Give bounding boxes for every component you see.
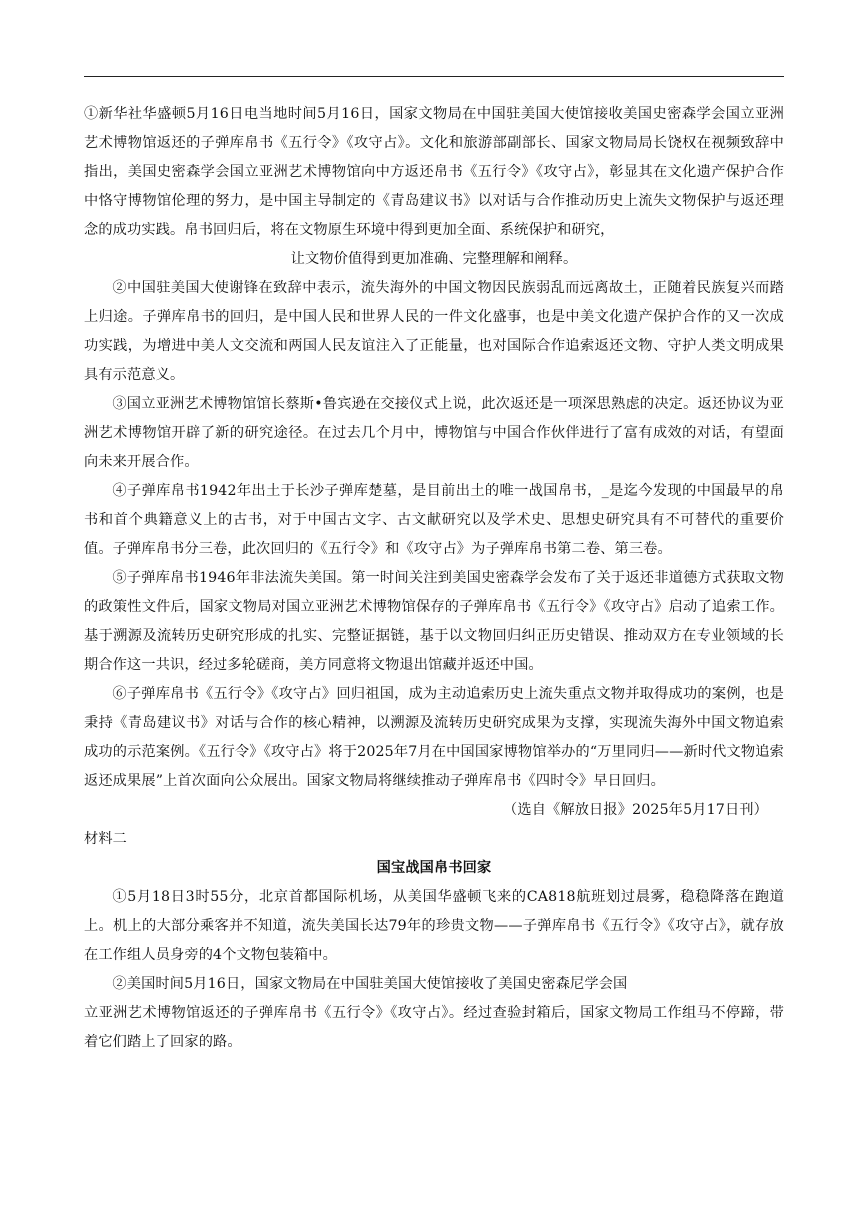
paragraph-1: ①新华社华盛顿5月16日电当地时间5月16日，国家文物局在中国驻美国大使馆接收美国史密森学会国立亚洲艺术博物馆返还的子弹库帛书《五行令》《攻守占》。文化和旅游部副部长、国家文物局局长饶权在视频致辞中指出，美国史密森学会国立亚洲艺术博物馆向中方返还帛书《五行令》《攻守占》，彰显其在文化遗产保护合作中恪守博物馆伦理的努力，是中国主导制定的《青岛建议书》以对话与合作推动历史上流失文物保护与返还理念的成功实践。帛书回归后，将在文物原生环境中得到更加全面、系统保护和研究， [84,106,784,238]
paragraph-2: ②中国驻美国大使谢锋在致辞中表示，流失海外的中国文物因民族弱乱而远离故土，正随着民族复兴而踏上归途。子弹库帛书的回归，是中国人民和世界人民的一件文化盛事，也是中美文化遗产保护合作的又一次成功实践，为增进中美人文交流和两国人民友谊注入了正能量，也对国际合作追索返还文物、守护人类文明成果具有示范意义。 [84,280,784,383]
article-paragraph-2-continuation: 立亚洲艺术博物馆返还的子弹库帛书《五行令》《攻守占》。经过查验封箱后，国家文物局工作组马不停蹄，带着它们踏上了回家的路。 [84,1005,784,1050]
article-paragraph-1: ①5月18日3时55分，北京首都国际机场，从美国华盛顿飞来的CA818航班划过晨雾，稳稳降落在跑道上。机上的大部分乘客并不知道，流失美国长达79年的珍贵文物——子弹库帛书《五行令》《攻守占》，就存放在工作组人员身旁的4个文物包装箱中。 [84,889,784,963]
source-citation: （选自《解放日报》2025年5月17日刊） [503,802,768,818]
article-title: 国宝战国帛书回家 [376,860,492,876]
paragraph-6: ⑥子弹库帛书《五行令》《攻守占》回归祖国，成为主动追索历史上流失重点文物并取得成功的案例，也是秉持《青岛建议书》对话与合作的核心精神，以溯源及流转历史研究成果为支撑，实现流失海外中国文物追索成功的示范案例。《五行令》《攻守占》将于2025年7月在中国国家博物馆举办的“万里同归——新时代文物追索返还成果展”上首次面向公众展出。国家文物局将继续推动子弹库帛书《四时令》早日回归。 [84,686,784,789]
paragraph-4: ④子弹库帛书1942年出土于长沙子弹库楚墓，是目前出土的唯一战国帛书，_是迄今发现的中国最早的帛书和首个典籍意义上的古书，对于中国古文字、古文献研究以及学术史、思想史研究具有不可替代的重要价值。子弹库帛书分三卷，此次回归的《五行令》和《攻守占》为子弹库帛书第二卷、第三卷。 [84,483,784,557]
document-body [84,100,784,1057]
paragraph-5: ⑤子弹库帛书1946年非法流失美国。第一时间关注到美国史密森学会发布了关于返还非道德方式获取文物的政策性文件后，国家文物局对国立亚洲艺术博物馆保存的子弹库帛书《五行令》《攻守占》启动了追索工作。基于溯源及流转历史研究形成的扎实、完整证据链，基于以文物回归纠正历史错误、推动双方在专业领域的长期合作这一共识，经过多轮磋商，美方同意将文物退出馆藏并返还中国。 [84,570,784,673]
header-rule [84,76,784,77]
article-paragraph-2: ②美国时间5月16日，国家文物局在中国驻美国大使馆接收了美国史密森尼学会国 [112,976,628,992]
material-two-label: 材料二 [84,831,128,847]
paragraph-3: ③国立亚洲艺术博物馆馆长蔡斯•鲁宾逊在交接仪式上说，此次返还是一项深思熟虑的决定。返还协议为亚洲艺术博物馆开辟了新的研究途径。在过去几个月中，博物馆与中国合作伙伴进行了富有成效的对话，有望面向未来开展合作。 [84,396,784,470]
paragraph-1-continuation: 让文物价值得到更加准确、完整理解和阐释。 [290,251,578,267]
